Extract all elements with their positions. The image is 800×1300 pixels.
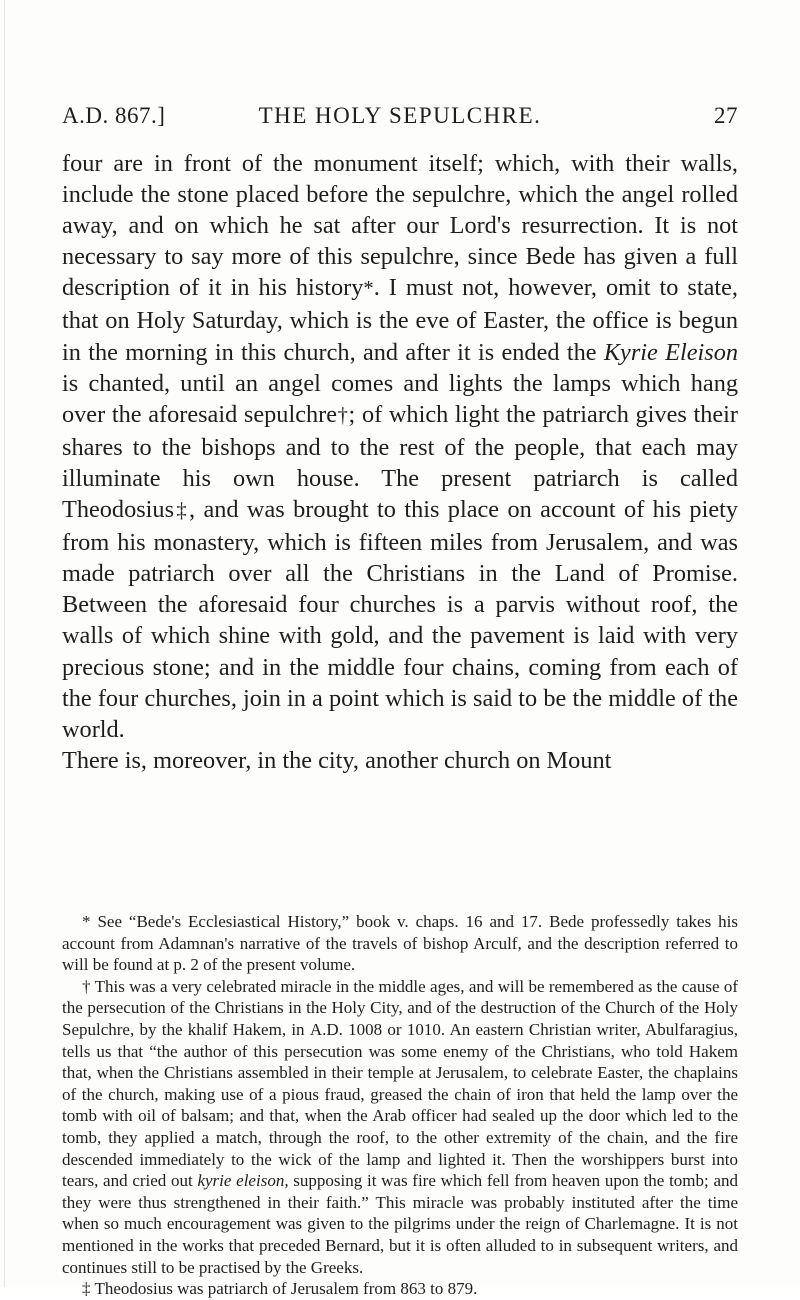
header-title: THE HOLY SEPULCHRE. [258, 103, 542, 128]
italic-phrase: Kyrie Eleison [603, 338, 738, 366]
paragraph-1: four are in front of the monument itself; which, with their walls, include the stone placed before the sepulchre, which the angel rolled away, and on which he sat after our Lord's resurrection. It is not necessary to say more of this sepulchre, since Bede has given a full description of it in his history*. I must not, however, omit to state, that on Holy Saturday, which is the eve of Easter, the office is begun in the morning in this church, and after it is ended the Kyrie Eleison is chanted, until an angel comes and lights the lamps which hang over the aforesaid sepulchre†; of which light the patriarch gives their shares to the bishops and to the rest of the people, that each may illuminate his own house. The present patriarch is called Theodosius‡, and was brought to this place on account of his piety from his monastery, which is fifteen miles from Jerusalem, and was made patriarch over all the Christians in the Land of Promise. Between the aforesaid four churches is a parvis without roof, the walls of which shine with gold, and the pavement is laid with very precious stone; and in the middle four chains, coming from each of the four churches, join in a point which is said to be the middle of the world. [62, 150, 739, 743]
paragraph-2: There is, moreover, in the city, another church on Mount [62, 746, 612, 774]
footnote-3: ‡ Theodosius was patriarch of Jerusalem from 863 to 879. [82, 1279, 478, 1299]
footnote-mark-2[interactable]: † [337, 404, 349, 427]
footnote-1: * See “Bede's Ecclesiastical History,” book v. chaps. 16 and 17. Bede professedly takes his account from Adamnan's narrative of the travels of bishop Arculf, and the description referred to will be found at p. 2 of the present volume. [62, 912, 738, 975]
footnote-2: † This was a very celebrated miracle in the middle ages, and will be remembered as the cause of the persecution of the Christians in the Holy City, and of the destruction of the Church of the Holy Sepulchre, by the khalif Hakem, in A.D. 1008 or 1010. An eastern Christian writer, Abulfaragius, tells us that “the author of this persecution was some enemy of the Christians, who told Hakem that, when the Christians assembled in their temple at Jerusalem, to celebrate Easter, the chaplains of the church, making use of a pious fraud, greased the chain of iron that held the lamp over the tomb with oil of balsam; and that, when the Arab officer had sealed up the door which led to the tomb, they applied a match, through the roof, to the other extremity of the chain, and the fire descended immediately to the wick of the lamp and lighted it. Then the worshippers burst into tears, and cried out kyrie eleison, supposing it was fire which fell from heaven upon the tomb; and they were thus strengthened in their faith.” This miracle was probably instituted after the time when so much encouragement was given to the pilgrims under the reign of Charlemagne. It is not mentioned in the works that preceded Bernard, but it is often alluded to in subsequent writers, and continues still to be practised by the Greeks. [62, 976, 738, 1277]
footnotes [62, 911, 738, 1300]
running-header [62, 103, 738, 133]
main-text [62, 148, 738, 776]
page-number: 27 [714, 103, 738, 128]
footnote-mark-3[interactable]: ‡ [174, 500, 189, 523]
page-gutter-edge [4, 0, 5, 1287]
footnote-mark-1[interactable]: * [363, 278, 374, 301]
header-date: A.D. 867.] [62, 103, 166, 128]
